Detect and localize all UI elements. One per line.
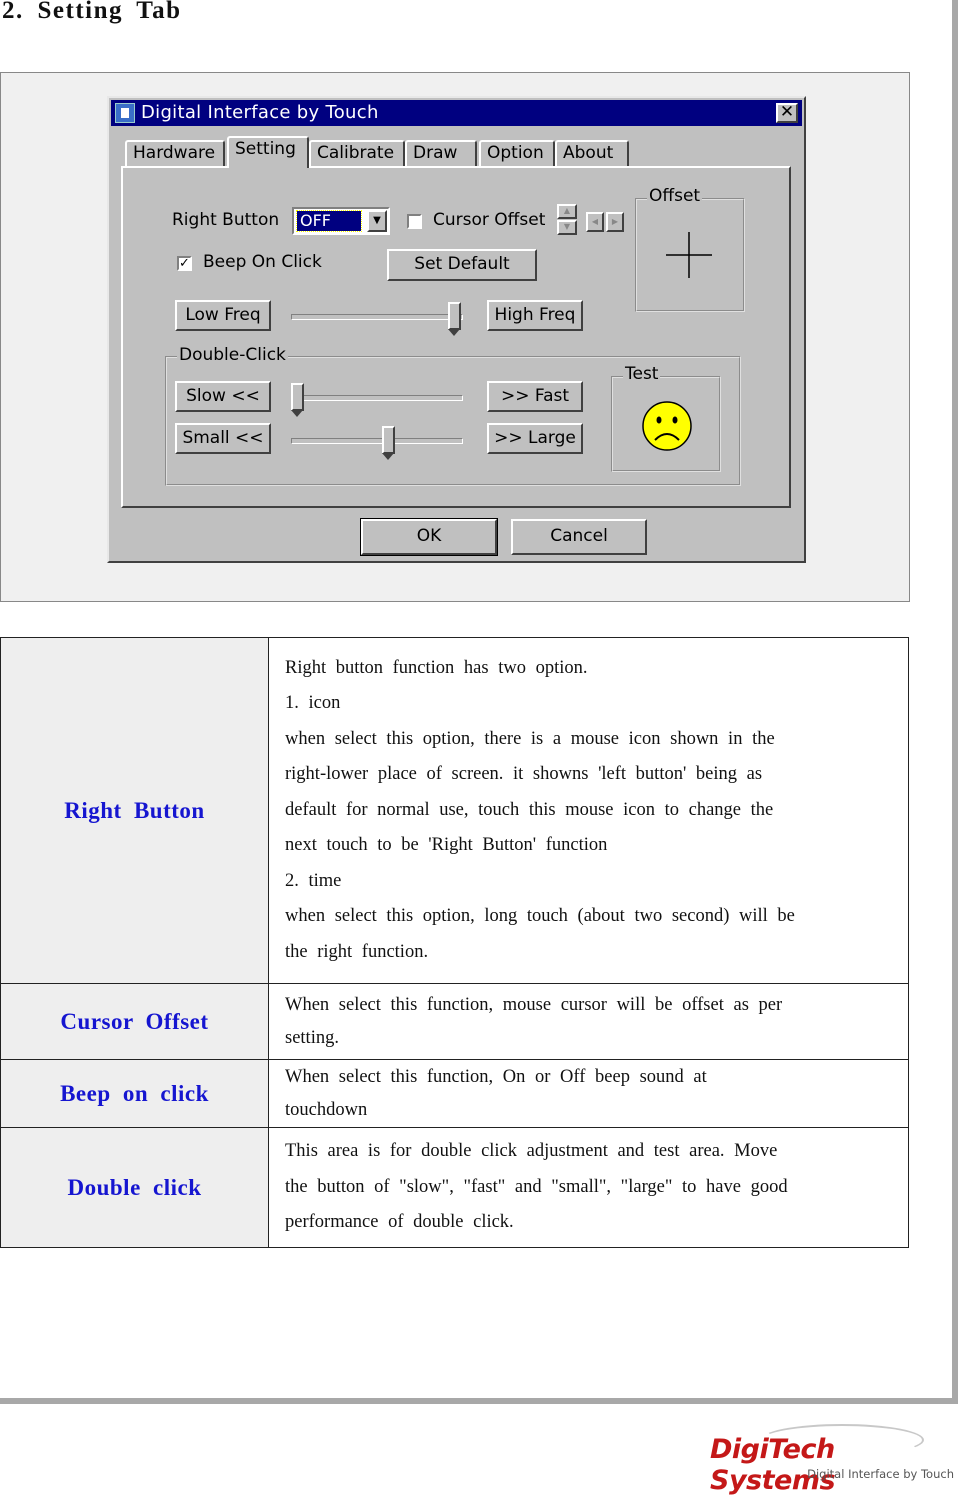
row-heading: Right Button: [1, 638, 269, 984]
freq-slider-thumb[interactable]: [448, 302, 461, 330]
section-title: 2. Setting Tab: [2, 0, 182, 24]
size-slider-thumb[interactable]: [382, 426, 395, 454]
dialog-title: Digital Interface by Touch: [141, 102, 379, 123]
tab-draw[interactable]: Draw: [405, 140, 477, 166]
cursor-offset-checkbox[interactable]: [407, 214, 422, 229]
app-icon: [115, 103, 135, 123]
cursor-offset-label: Cursor Offset: [433, 210, 546, 230]
high-freq-button[interactable]: High Freq: [487, 300, 583, 331]
row-heading: Cursor Offset: [1, 984, 269, 1060]
settings-description-table: [0, 637, 909, 1248]
description-line: when select this option, long touch (about two second) will be: [285, 906, 795, 927]
description-line: when select this option, there is a mouse icon shown in the: [285, 728, 775, 749]
description-line: setting.: [285, 1027, 339, 1048]
description-line: right-lower place of screen. it showns 'left button' being as: [285, 764, 763, 785]
description-line: This area is for double click adjustment and test area. Move: [285, 1141, 778, 1162]
description-line: performance of double click.: [285, 1212, 514, 1233]
low-freq-button[interactable]: Low Freq: [175, 300, 271, 331]
speed-slider-track: [291, 395, 463, 401]
tab-about[interactable]: About: [555, 140, 629, 166]
freq-slider-track: [291, 314, 463, 320]
crosshair-icon: [664, 230, 714, 280]
right-button-select[interactable]: [292, 207, 390, 235]
row-description: [269, 1060, 909, 1128]
slow-button[interactable]: Slow <<: [175, 381, 271, 412]
table-row: [1, 638, 909, 984]
small-button[interactable]: Small <<: [175, 423, 271, 454]
tab-option[interactable]: Option: [479, 140, 555, 166]
fast-button[interactable]: >> Fast: [487, 381, 583, 412]
right-button-label: Right Button: [172, 210, 280, 230]
company-logo: [700, 1414, 958, 1496]
chevron-down-icon[interactable]: ▼: [367, 210, 387, 232]
beep-checkbox[interactable]: ✓: [177, 256, 192, 271]
description-line: When select this function, mouse cursor will be offset as per: [285, 994, 783, 1015]
description-line: When select this function, On or Off beep sound at: [285, 1066, 707, 1087]
speed-slider-thumb[interactable]: [291, 383, 304, 411]
test-group-label: Test: [625, 364, 659, 384]
tab-setting[interactable]: Setting: [227, 136, 309, 168]
spin-left-icon[interactable]: ◀: [586, 212, 604, 232]
size-slider-track: [291, 438, 463, 444]
spin-down-icon[interactable]: ▼: [557, 220, 577, 235]
cancel-button[interactable]: Cancel: [511, 519, 647, 555]
ok-button[interactable]: OK: [361, 519, 497, 555]
beep-on-click-label: Beep On Click: [203, 252, 322, 272]
description-line: the right function.: [285, 941, 429, 962]
close-icon[interactable]: ✕: [776, 103, 798, 123]
set-default-button[interactable]: Set Default: [387, 249, 537, 281]
description-line: Right button function has two option.: [285, 657, 588, 678]
spin-up-icon[interactable]: ▲: [557, 204, 577, 219]
description-line: next touch to be 'Right Button' function: [285, 835, 608, 856]
row-heading: Double click: [1, 1128, 269, 1248]
large-button[interactable]: >> Large: [487, 423, 583, 454]
page-bottom-border: [0, 1398, 958, 1404]
screenshot-figure: [0, 72, 910, 602]
double-click-group-label: Double-Click: [179, 345, 286, 365]
table-row: [1, 1060, 909, 1128]
tab-hardware[interactable]: Hardware: [125, 140, 225, 166]
row-description: [269, 638, 909, 984]
offset-group-label: Offset: [649, 186, 701, 206]
description-line: touchdown: [285, 1099, 368, 1120]
sad-face-icon[interactable]: [641, 400, 693, 452]
spin-right-icon[interactable]: ▶: [606, 212, 624, 232]
row-description: [269, 984, 909, 1060]
description-line: the button of "slow", "fast" and "small", "large" to have good: [285, 1176, 788, 1197]
table-row: [1, 1128, 909, 1248]
row-description: [269, 1128, 909, 1248]
logo-tagline: Digital Interface by Touch: [807, 1467, 954, 1481]
settings-dialog: [107, 96, 806, 563]
row-heading: Beep on click: [1, 1060, 269, 1128]
description-line: 2. time: [285, 870, 342, 891]
logo-brand: DigiTech Systems: [710, 1434, 836, 1496]
table-row: [1, 984, 909, 1060]
page-right-border: [952, 0, 958, 1404]
right-button-value: OFF: [297, 211, 361, 231]
description-line: default for normal use, touch this mouse icon to change the: [285, 799, 774, 820]
description-line: 1. icon: [285, 693, 341, 714]
dialog-titlebar[interactable]: [111, 100, 802, 126]
tab-calibrate[interactable]: Calibrate: [309, 140, 405, 166]
